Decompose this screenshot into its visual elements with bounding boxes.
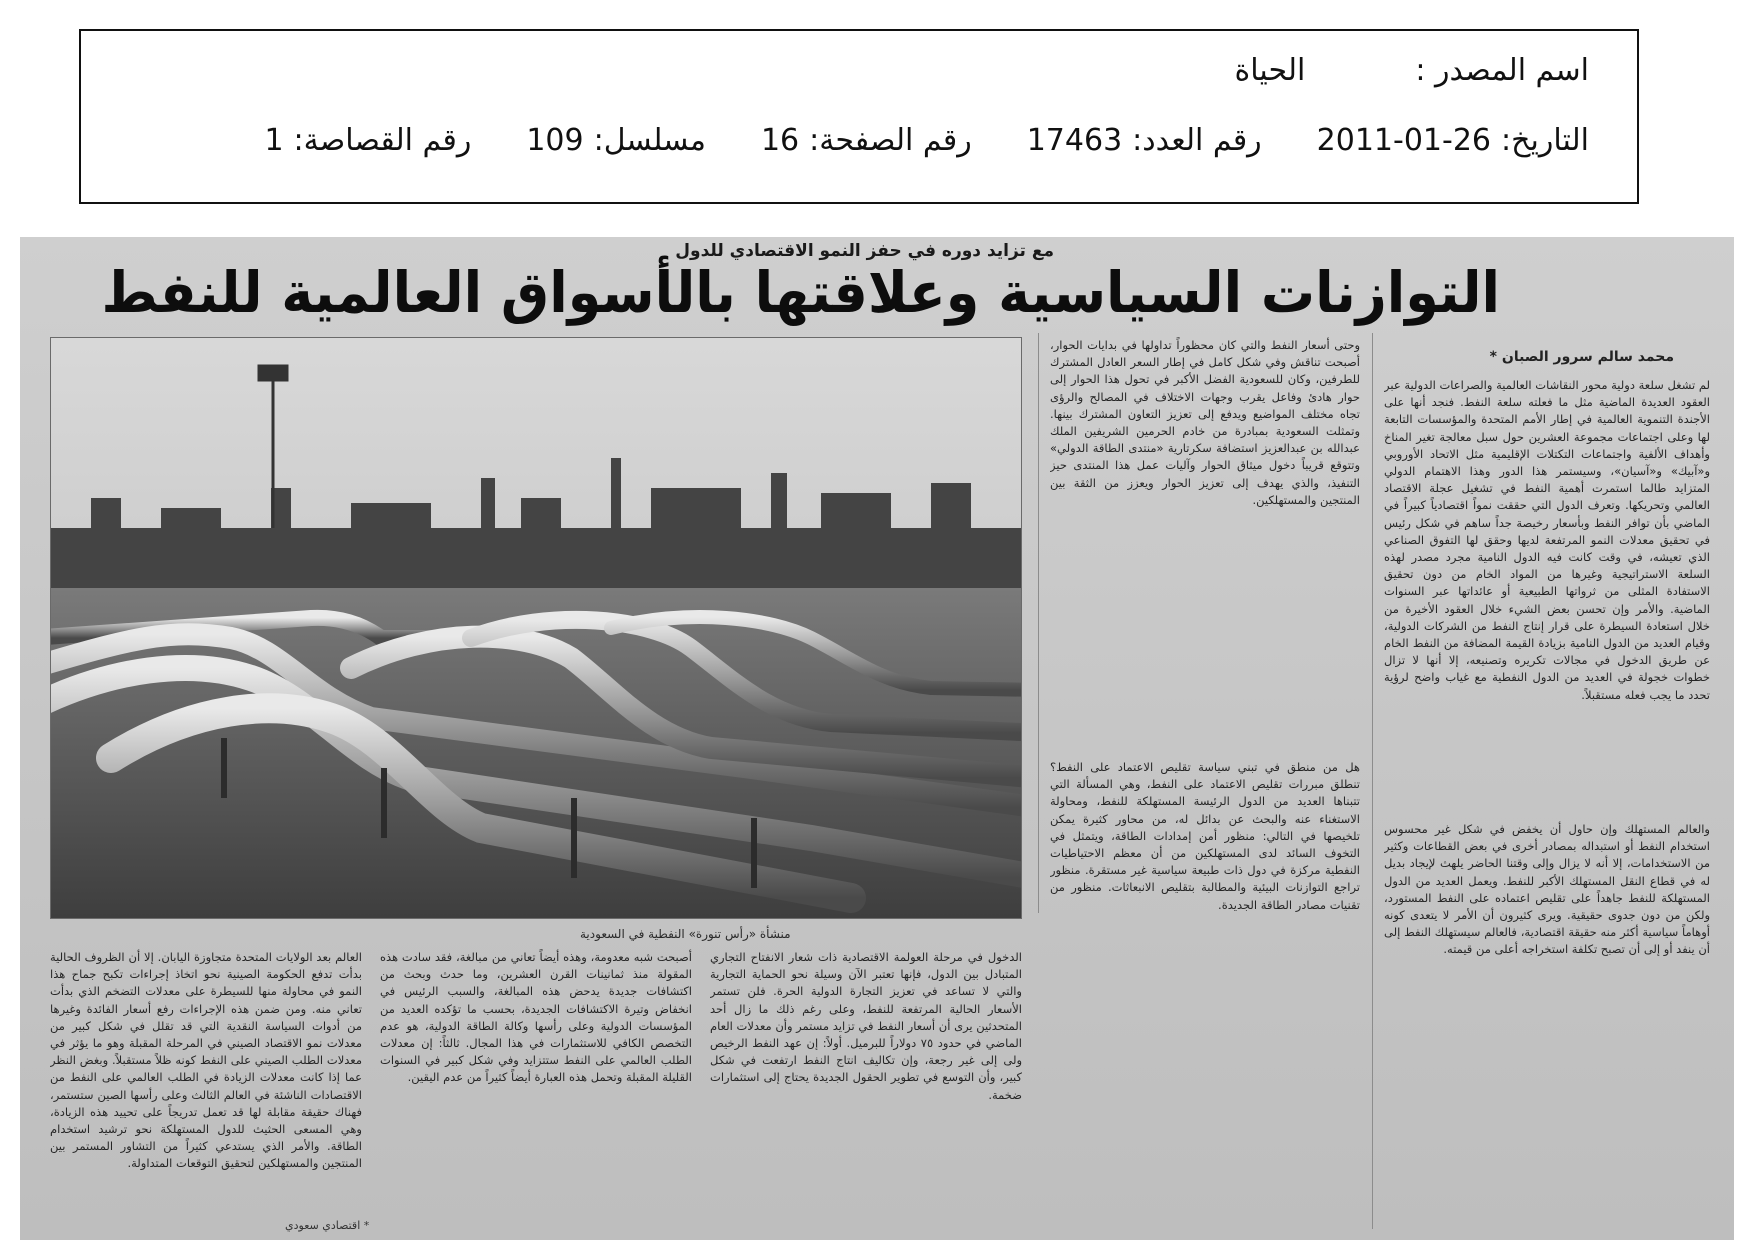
clip-label: رقم القصاصة:: [293, 123, 472, 158]
article-column-4: [1050, 759, 1360, 1229]
article-paragraph: وحتى أسعار النفط والتي كان محظوراً تداولها في بدايات الحوار، أصبحت تناقش وفي شكل كامل في إطار السعر العادل المشترك للطرفين، وكان للسعودية الفضل الأكبر في تحول هذا الحوار إلى حوار هادئ وفاعل يقرب وجهات الاختلاف في المصالح والرؤى تجاه مختلف المواضيع ويدفع إلى تعزيز التعاون المشترك بينها. وتمثلت السعودية بمبادرة من خادم الحرمين الشريفين الملك عبدالله بن عبدالعزيز استضافة سكرتارية «منتدى الطاقة الدولي» وتتوقع قريباً دخول ميثاق الحوار وآليات عمل هذا المنتدى حيز التنفيذ، والذي يهدف إلى تعزيز الحوار ويعزز من الثقة بين المنتجين والمستهلكين.: [1050, 338, 1360, 507]
page-field: [761, 123, 972, 158]
author-note: * اقتصادي سعودي: [285, 1219, 370, 1232]
issue-field: [1027, 123, 1262, 158]
clip-value: 1: [264, 123, 284, 158]
date-label: التاريخ:: [1501, 123, 1589, 158]
column-divider: [1372, 333, 1373, 1229]
issue-value: 17463: [1026, 123, 1123, 158]
pipeline-photo: [50, 337, 1022, 919]
page-value: 16: [760, 123, 800, 158]
serial-value: 109: [526, 123, 584, 158]
source-info-box: [79, 29, 1639, 204]
date-field: [1317, 123, 1589, 158]
clip-field: [264, 123, 471, 158]
article-column-1: [1384, 377, 1710, 817]
issue-label: رقم العدد:: [1132, 123, 1262, 158]
pipeline-photo-illustration: [51, 338, 1021, 918]
serial-label: مسلسل:: [593, 123, 706, 158]
article-paragraph: لم تشغل سلعة دولية محور النقاشات العالمية والصراعات الدولية عبر العقود العديدة الماضية مثل ما فعلته سلعة النفط. فنجد أنها على الأجندة التنموية العالمية في إطار الأمم المتحدة والمؤسسات التابعة لها وعلى اجتماعات مجموعة العشرين حول سبل معالجة تغير المناخ وأهداف الألفية واجتماعات التكتلات الإقليمية مثل الاتحاد الأوروبي و«آبيك» و«آسيان»، وسيستمر هذا الدور وهذا الاهتمام الدولي المتزايد طالما استمرت أهمية النفط في تشغيل عجلة الاقتصاد العالمي وتحريكها. وتعرف الدول التي حققت نمواً اقتصادياً كبيراً في الماضي بأن توافر النفط وبأسعار رخيصة جداً ساهم في شكل رئيس في تحقيق معدلات النمو المرتفعة لديها وحقق لها التفوق الصناعي الذي تعيشه، في وقت كانت فيه الدول النامية مجرد مصدر لهذه السلعة الاستراتيجية وغيرها من المواد الخام من دون تحقيق الاستفادة المثلى من ثرواتها الطبيعية أو عائداتها عبر السنوات الماضية. والأمر وإن تحسن بعض الشيء خلال العقود الأخيرة من خلال استعادة السيطرة على قرار إنتاج النفط من الشركات الدولية، وقيام العديد من الدول النامية بزيادة القيمة المضافة من النفط الخام عن طريق الدخول في مجالات تكريره وتصنيعه، إلا أنها لا تزال خطوات خجولة في العديد من الدول النفطية مع غياب واضح لرؤية تحدد ما يجب فعله مستقبلاً.: [1384, 378, 1710, 702]
date-value: 2011-01-26: [1316, 123, 1492, 158]
source-value: الحياة: [1234, 53, 1306, 88]
article-paragraph: أصبحت شبه معدومة، وهذه أيضاً تعاني من مبالغة، فقد سادت هذه المقولة منذ ثمانينات القرن العشرين، وما حدث وبحث من اكتشافات جديدة يدحض هذه المبالغة، والسبب الرئيس في انخفاض وتيرة الاكتشافات الجديدة، بحسب ما تؤكده العديد من المؤسسات الدولية وعلى رأسها وكالة الطاقة الدولية، هو عدم التخصص الكافي للاستثمارات في هذا المجال. ثالثاً: إن معدلات الطلب العالمي على النفط ستتزايد وفي شكل كبير في السنوات القليلة المقبلة وتحمل هذه العبارة أيضاً كثيراً من عدم اليقين.: [380, 950, 692, 1085]
article-column-6: [380, 949, 692, 1231]
article-column-3: [1050, 337, 1360, 757]
article-paragraph: الدخول في مرحلة العولمة الاقتصادية ذات شعار الانفتاح التجاري المتبادل بين الدول، فإنها تعتبر الآن وسيلة نحو الحماية التجارية والتي لا تساعد في تعزيز التجارة الدولية الحرة. فلن تستمر الأسعار الحالية المرتفعة للنفط، وعلى رغم ذلك ما زال أحد المتحدثين يرى أن أسعار النفط في تزايد مستمر وأن معدلات العام الماضي في حدود ٧٥ دولاراً للبرميل. أولاً: إن عهد النفط الرخيص ولى إلى غير رجعة، وإن تكاليف انتاج النفط ارتفعت في شكل كبير، وأن التوسع في تطوير الحقول الجديدة يحتاج إلى استثمارات ضخمة.: [710, 950, 1022, 1102]
article-headline: التوازنات السياسية وعلاقتها بالأسواق العالمية للنفط: [101, 259, 1500, 326]
newspaper-clipping: [20, 237, 1734, 1240]
article-byline: محمد سالم سرور الصبان *: [1489, 349, 1674, 365]
article-paragraph: هل من منطق في تبني سياسة تقليص الاعتماد على النفط؟ تنطلق مبررات تقليص الاعتماد على النفط، وهي المسألة التي تتبناها العديد من الدول الرئيسة المستهلكة للنفط، ومحاولة الاستغناء عنه والبحث عن بدائل له، من محاور كثيرة يمكن تلخيصها في التالي: منظور أمن إمدادات الطاقة، ويتمثل في التخوف السائد لدى المستهلكين من أن معظم الاحتياطيات النفطية مركزة في دول ذات طبيعة سياسية غير مستقرة. منظور تراجع التوازنات البيئية والمطالبة بتقليص الانبعاثات. منظور من تقنيات مصادر الطاقة الجديدة.: [1050, 760, 1360, 912]
article-paragraph: العالم بعد الولايات المتحدة متجاوزة اليابان. إلا أن الظروف الحالية بدأت تدفع الحكومة الصينية نحو اتخاذ إجراءات تكبح جماح هذا النمو في محاولة منها للسيطرة على معدلات التضخم الذي بدأت تعاني منه. ومن ضمن هذه الإجراءات رفع أسعار الفائدة وغيرها من أدوات السياسة النقدية التي قد تقلل في شكل كبير من معدلات نمو الاقتصاد الصيني في المرحلة المقبلة وهو ما يؤثر في معدلات الطلب الصيني على النفط كونه ظلاً مستقبلاً. وبغض النظر عما إذا كانت معدلات الزيادة في الطلب العالمي على النفط من الاقتصادات الناشئة في العالم الثالث وعلى رأسها الصين ستستمر، فهناك حقيقة مقابلة لها قد تعمل تدريجاً على تحييد هذه الزيادة، وهي المسعى الحثيث للدول المستهلكة نحو ترشيد استخدام الطاقة. والأمر الذي يستدعي كثيراً من التشاور المستمر بين المنتجين والمستهلكين لتحقيق التوقعات المتداولة.: [50, 950, 362, 1171]
article-column-5: [710, 949, 1022, 1231]
article-column-7: [50, 949, 362, 1211]
source-row: [1235, 53, 1589, 88]
article-kicker: مع تزايد دوره في حفز النمو الاقتصادي للدول: [675, 241, 1054, 261]
photo-caption: منشأة «رأس تنورة» النفطية في السعودية: [580, 927, 791, 941]
article-column-2: [1384, 821, 1710, 1231]
source-label: اسم المصدر :: [1415, 53, 1589, 88]
meta-row: [264, 123, 1589, 158]
article-paragraph: والعالم المستهلك وإن حاول أن يخفض في شكل غير محسوس استخدام النفط أو استبداله بمصادر أخرى في بعض القطاعات وكثير من الاستخدامات، إلا أنه لا يزال وإلى وقتنا الحاضر يلهث لإيجاد بديل له في قطاع النقل المستهلك الأكبر للنفط. ويعمل العديد من الدول المستهلكة للنفط جاهداً على تقليص اعتماده على النفط المستورد، ولكن من دون جدوى حقيقية. ويرى كثيرون أن الأمر لا يتعدى كونه أوهاماً سياسية أكثر منه حقيقة اقتصادية، فالعالم سيستهلك النفط إلى أن ينفد أو إلى أن تصبح تكلفة استخراجه أعلى من قيمته.: [1384, 822, 1710, 957]
column-divider: [1038, 333, 1039, 913]
page-label: رقم الصفحة:: [809, 123, 972, 158]
serial-field: [526, 123, 706, 158]
